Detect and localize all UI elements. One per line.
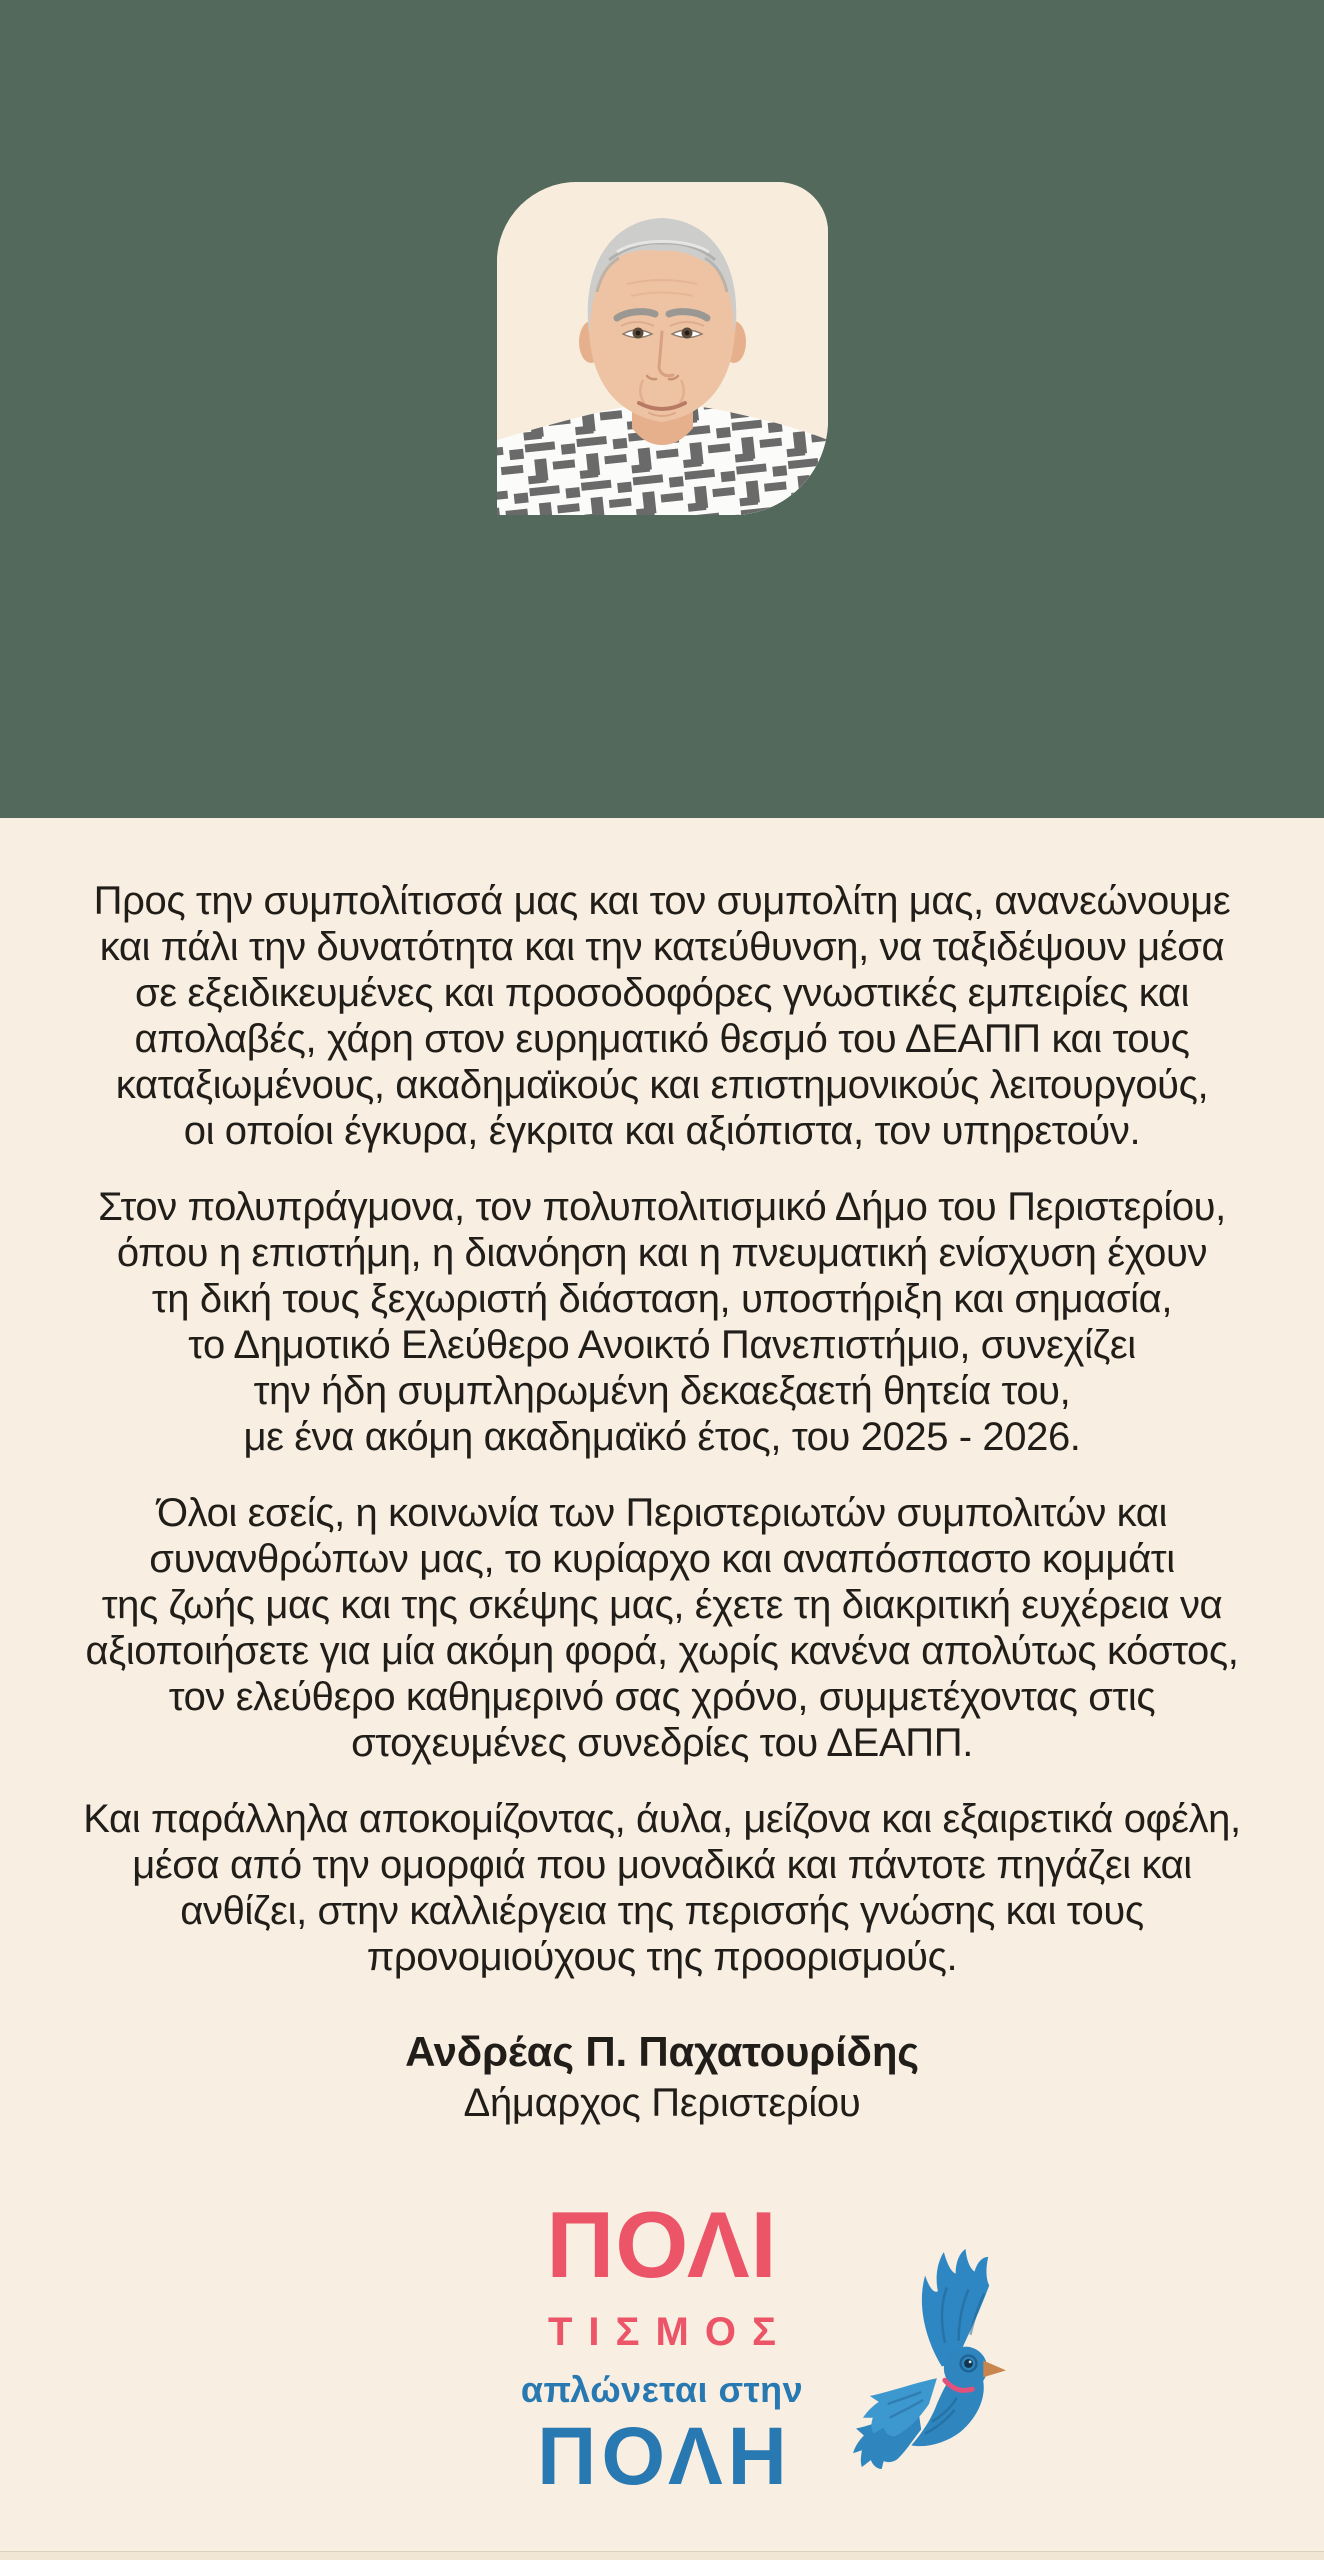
text-line: στοχευμένες συνεδρίες του ΔΕΑΠΠ. xyxy=(351,1721,973,1765)
text-line: μέσα από την ομορφιά που μοναδικά και πάντοτε πηγάζει και xyxy=(132,1843,1192,1887)
bottom-edge-strip xyxy=(0,2551,1324,2560)
text-line: απολαβές, χάρη στον ευρηματικό θεσμό του ΔΕΑΠΠ και τους xyxy=(134,1017,1190,1061)
text-line: συνανθρώπων μας, το κυρίαρχο και αναπόσπαστο κομμάτι xyxy=(149,1537,1175,1581)
text-line: τη δική τους ξεχωριστή διάσταση, υποστήριξη και σημασία, xyxy=(151,1277,1173,1321)
text-line: τον ελεύθερο καθημερινό σας χρόνο, συμμετέχοντας στις xyxy=(168,1675,1156,1719)
text-line: και πάλι την δυνατότητα και την κατεύθυνση, να ταξιδέψουν μέσα xyxy=(99,925,1225,969)
text-line: με ένα ακόμη ακαδημαϊκό έτος, του 2025 - 2026. xyxy=(243,1415,1081,1459)
text-line: σε εξειδικευμένες και προσοδοφόρες γνωστικές εμπειρίες και xyxy=(134,971,1190,1015)
text-line: Στον πολυπράγμονα, τον πολυπολιτισμικό Δήμο του Περιστερίου, xyxy=(98,1185,1226,1229)
text-line: ανθίζει, στην καλλιέργεια της περισσής γνώσης και τους xyxy=(180,1889,1144,1933)
text-line: οι οποίοι έγκυρα, έγκριτα και αξιόπιστα, τον υπηρετούν. xyxy=(183,1109,1141,1153)
text-line: καταξιωμένους, ακαδημαϊκούς και επιστημονικούς λειτουργούς, xyxy=(115,1063,1209,1107)
text-line: προνομιούχους της προορισμούς. xyxy=(366,1935,958,1979)
dove-icon xyxy=(848,2248,1016,2470)
paragraph-1 xyxy=(0,878,1324,1154)
logo-tagline: απλώνεται στην xyxy=(520,2369,804,2410)
logo-word-poli: ΠΟΛΙ xyxy=(546,2192,778,2297)
text-line: το Δημοτικό Ελεύθερο Ανοικτό Πανεπιστήμιο, συνεχίζει xyxy=(188,1323,1136,1367)
paragraph-4 xyxy=(0,1796,1324,1980)
signature-block xyxy=(0,2026,1324,2128)
text-line: Προς την συμπολίτισσά μας και τον συμπολίτη μας, ανανεώνουμε xyxy=(93,879,1231,923)
logo-word-poli-city: ΠΟΛΗ xyxy=(537,2411,792,2502)
signature-name: Ανδρέας Π. Παχατουρίδης xyxy=(405,2028,919,2075)
text-line: την ήδη συμπληρωμένη δεκαεξαετή θητεία του, xyxy=(253,1369,1071,1413)
text-line: Όλοι εσείς, η κοινωνία των Περιστεριωτών συμπολιτών και xyxy=(157,1491,1167,1535)
mayor-portrait-photo xyxy=(497,182,828,515)
header-banner xyxy=(0,0,1324,818)
text-line: όπου η επιστήμη, η διανόηση και η πνευματική ενίσχυση έχουν xyxy=(116,1231,1208,1275)
politismos-logo xyxy=(0,2192,1324,2538)
logo-word-tismos: ΤΙΣΜΟΣ xyxy=(548,2310,792,2354)
portrait-illustration xyxy=(497,182,828,515)
paragraph-2 xyxy=(0,1184,1324,1460)
text-line: αξιοποιήσετε για μία ακόμη φορά, χωρίς κανένα απολύτως κόστος, xyxy=(85,1629,1239,1673)
paragraph-3 xyxy=(0,1490,1324,1766)
text-line: της ζωής μας και της σκέψης μας, έχετε τη διακριτική ευχέρεια να xyxy=(101,1583,1223,1627)
signature-title: Δήμαρχος Περιστερίου xyxy=(463,2081,861,2125)
text-line: Και παράλληλα αποκομίζοντας, άυλα, μείζονα και εξαιρετικά οφέλη, xyxy=(83,1797,1241,1841)
letter-body xyxy=(0,818,1324,2538)
logo-wordmark xyxy=(520,2192,804,2502)
